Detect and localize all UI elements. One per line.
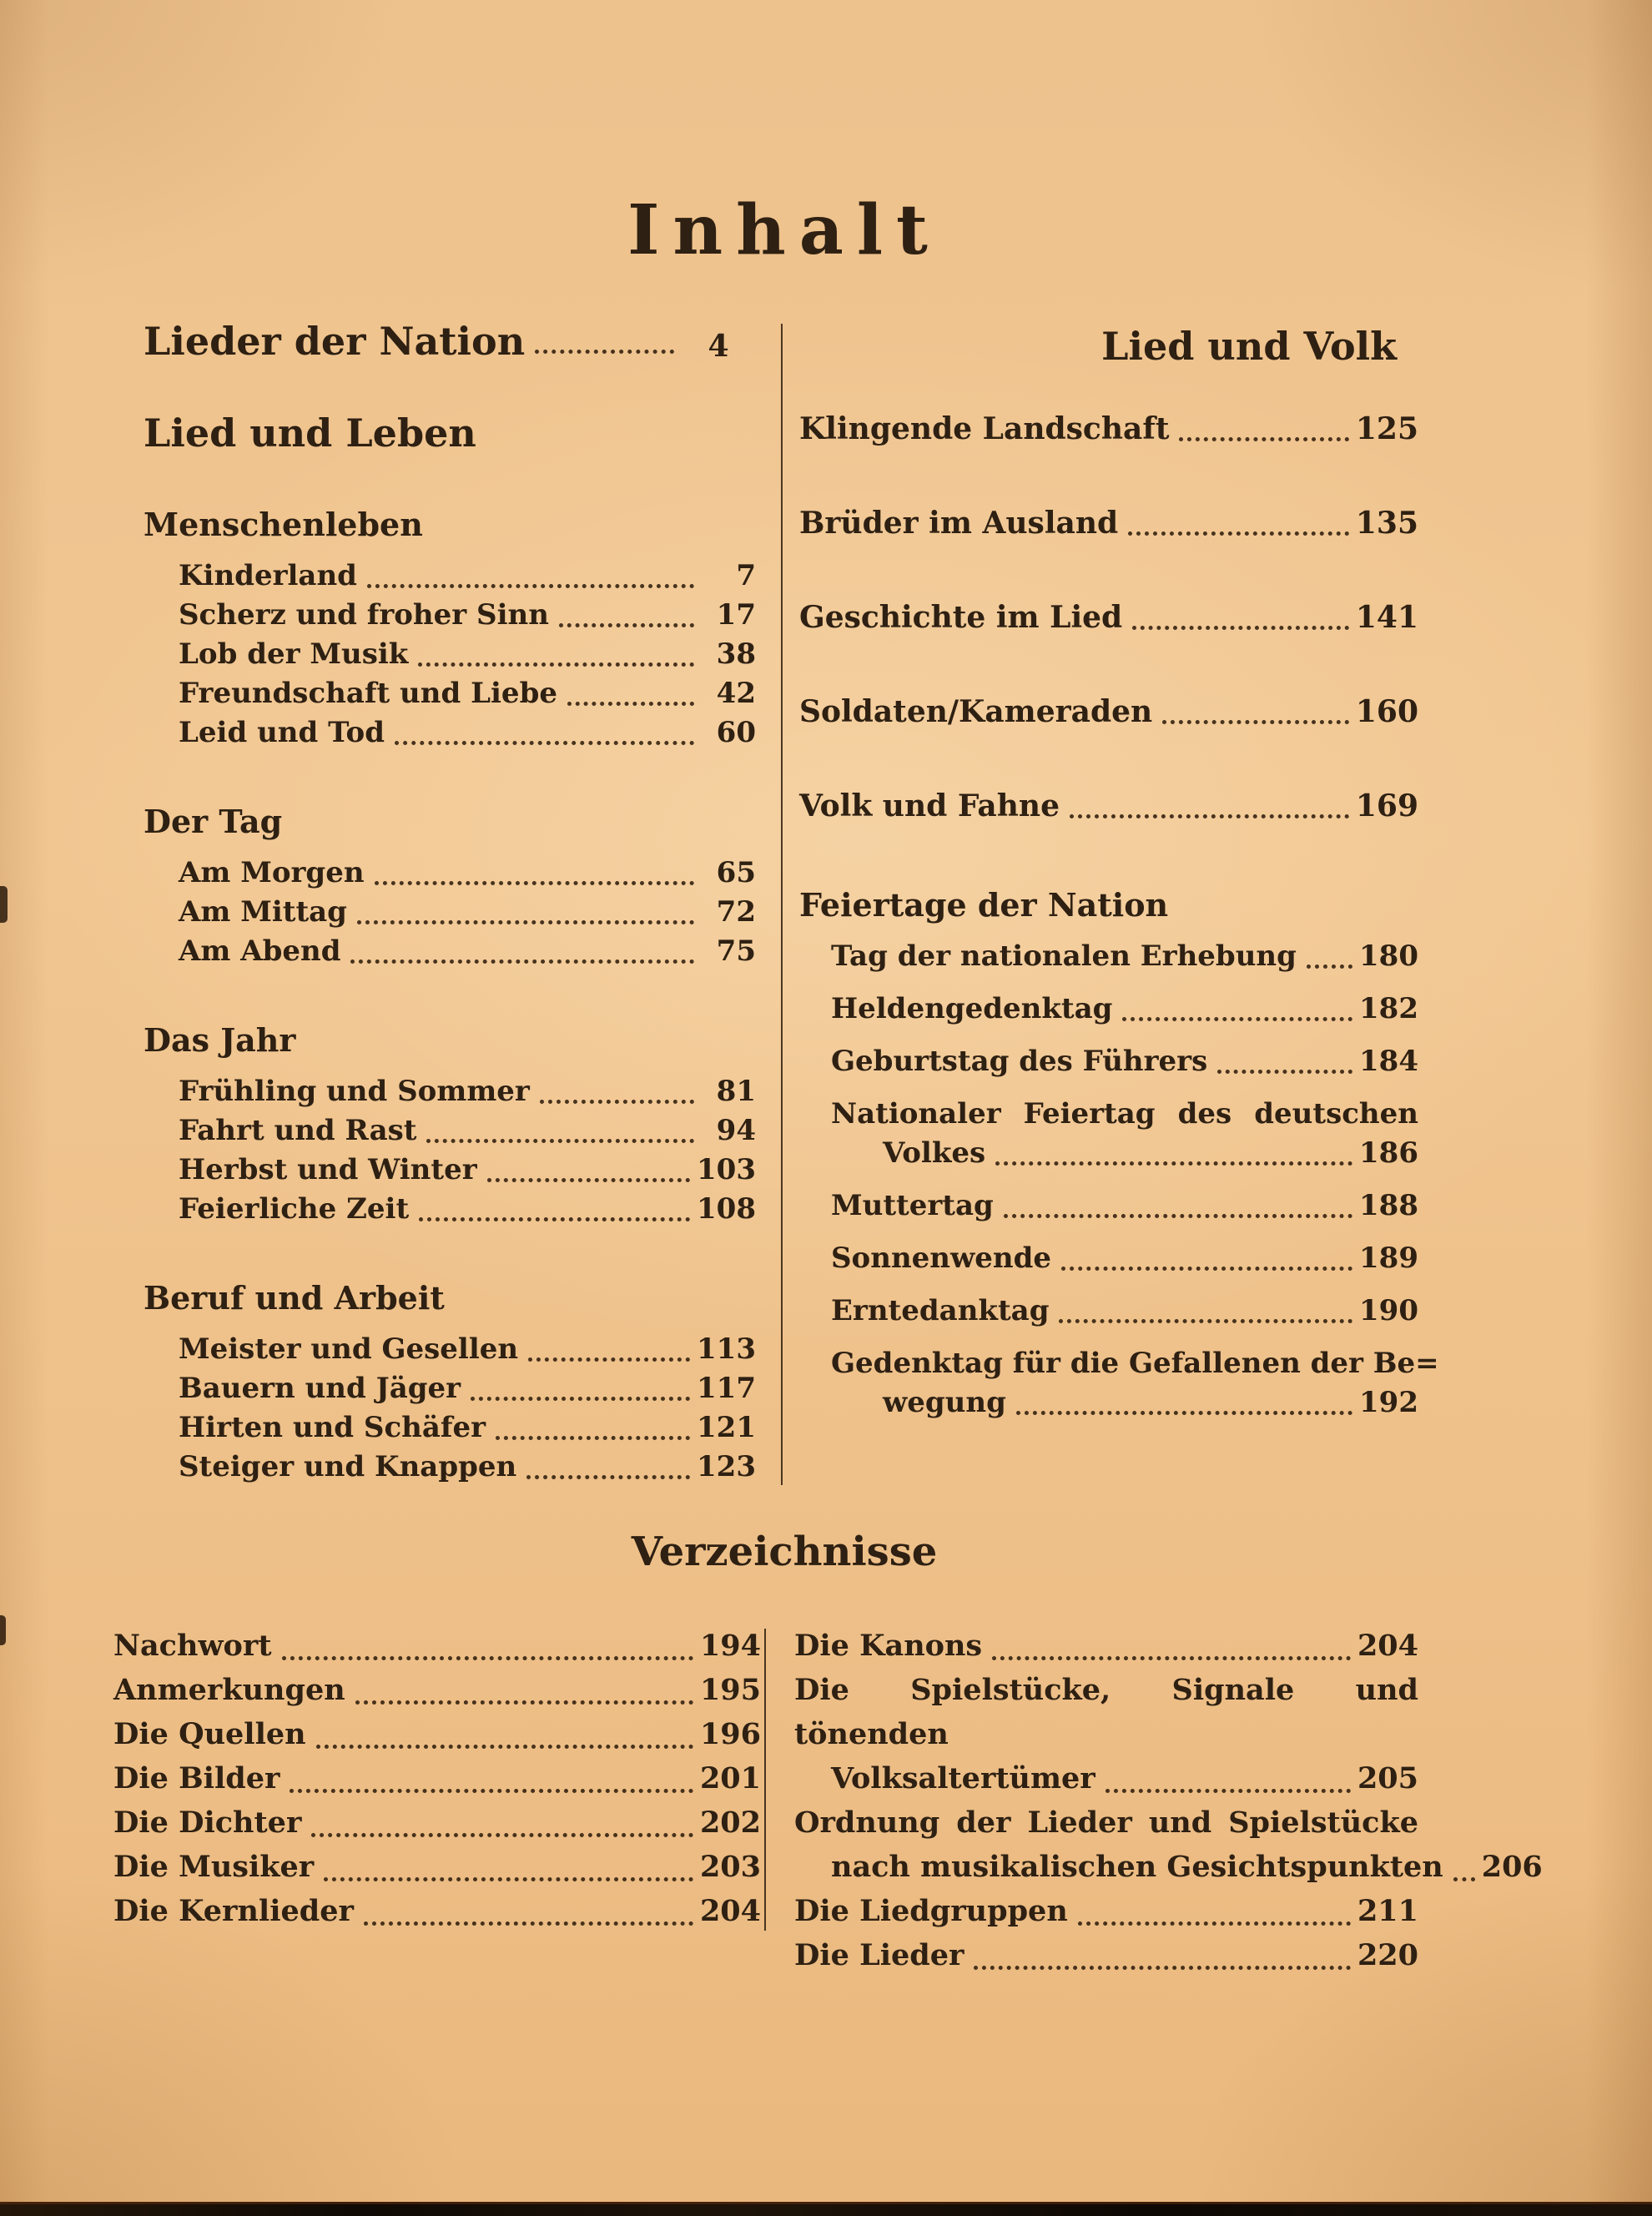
entry-label: Meister und Gesellen — [179, 1332, 519, 1366]
toc-entry — [799, 1042, 1418, 1081]
entry-page: 125 — [1355, 411, 1418, 446]
dotted-leader — [1078, 1921, 1351, 1926]
toc-entry — [794, 1624, 1418, 1668]
entry-page: 160 — [1355, 694, 1418, 729]
entry-page: 65 — [716, 856, 756, 889]
entry-label-line1: Nationaler Feiertag des deutschen — [831, 1097, 1418, 1131]
entry-label: Heldengedenktag — [831, 992, 1113, 1025]
dotted-leader — [375, 881, 694, 885]
entry-label: Kinderland — [179, 559, 357, 592]
entry-label: Geburtstag des Führers — [831, 1045, 1208, 1078]
toc-entry-twoline — [799, 1344, 1439, 1423]
dotted-leader — [528, 1357, 690, 1362]
toc-entry — [144, 932, 756, 971]
toc-entry — [113, 1668, 761, 1712]
entry-label: Am Abend — [179, 934, 341, 968]
entry-page: 204 — [1357, 1629, 1418, 1663]
section-heading-verzeichnisse: Verzeichnisse — [631, 1529, 938, 1575]
dotted-leader — [419, 1217, 690, 1221]
entry-label-line2: Volkes — [883, 1136, 986, 1170]
entry-label: Die Dichter — [113, 1806, 302, 1840]
toc-entry — [144, 1072, 756, 1111]
toc-entry — [144, 1111, 756, 1151]
toc-entry-twoline — [794, 1668, 1418, 1800]
entry-page: 135 — [1355, 506, 1418, 541]
entry-label-line1: Die Spielstücke, Signale und tönenden — [794, 1673, 1418, 1751]
dotted-leader — [1132, 626, 1349, 630]
entry-label: Die Bilder — [113, 1761, 280, 1795]
column-divider-bottom — [764, 1629, 766, 1931]
entry-label: Nachwort — [113, 1629, 272, 1663]
dotted-leader — [1453, 1877, 1475, 1881]
entry-page: 94 — [716, 1114, 756, 1147]
entry-label: Feierliche Zeit — [179, 1192, 410, 1226]
entry-page: 169 — [1355, 788, 1418, 823]
entry-label: Soldaten/Kameraden — [799, 694, 1153, 729]
dotted-leader — [1016, 1411, 1352, 1415]
toc-entry — [144, 1190, 756, 1229]
entry-page: 141 — [1355, 600, 1418, 635]
entry-page: 195 — [699, 1673, 761, 1707]
dotted-leader — [355, 1700, 693, 1705]
toc-entry — [113, 1624, 761, 1668]
dotted-leader — [1307, 964, 1352, 969]
dotted-leader — [350, 959, 694, 964]
entry-label: Die Lieder — [794, 1938, 965, 1972]
entry-page: 81 — [716, 1075, 756, 1108]
toc-entry — [113, 1756, 761, 1800]
toc-entry — [144, 893, 756, 932]
dotted-leader — [1061, 1267, 1352, 1271]
page-title: Inhalt — [627, 190, 941, 270]
entry-label: Scherz und froher Sinn — [179, 598, 549, 632]
toc-entry — [794, 1889, 1418, 1933]
entry-label: Lieder der Nation — [144, 319, 526, 364]
entry-page: 7 — [736, 559, 756, 592]
entry-page: 204 — [699, 1894, 761, 1928]
entry-page: 38 — [716, 637, 756, 671]
dotted-leader — [1070, 814, 1349, 818]
toc-entry — [799, 692, 1418, 732]
entry-page: 4 — [708, 329, 729, 364]
toc-entry-twoline — [799, 1095, 1418, 1173]
dotted-leader — [1179, 437, 1348, 441]
entry-label: Freundschaft und Liebe — [179, 677, 557, 710]
bottom-right-column — [794, 1624, 1543, 1977]
entry-page: 121 — [697, 1411, 756, 1444]
entry-page: 186 — [1359, 1136, 1418, 1170]
dotted-leader — [357, 920, 694, 924]
entry-label-line2: wegung — [883, 1386, 1006, 1419]
toc-entry — [144, 854, 756, 893]
toc-entry — [144, 596, 756, 635]
column-divider-main — [781, 324, 783, 1485]
toc-entry — [144, 557, 756, 596]
entry-label: Fahrt und Rast — [179, 1114, 417, 1147]
scan-artifact — [0, 1615, 6, 1645]
toc-entry — [144, 1408, 756, 1448]
entry-label: Herbst und Winter — [179, 1153, 477, 1186]
dotted-leader — [496, 1436, 690, 1440]
toc-entry — [113, 1712, 761, 1756]
entry-label: Die Musiker — [113, 1850, 315, 1884]
scan-edge-bar — [0, 2202, 1652, 2216]
section-heading: Lied und Volk — [1101, 324, 1397, 369]
entry-label: Die Quellen — [113, 1717, 306, 1751]
group-heading: Der Tag — [144, 803, 283, 840]
dotted-leader — [535, 350, 674, 354]
entry-label-line1: Ordnung der Lieder und Spielstücke — [794, 1806, 1418, 1840]
entry-label: Muttertag — [831, 1189, 994, 1222]
entry-label: Anmerkungen — [113, 1673, 345, 1707]
dotted-leader — [418, 662, 694, 667]
toc-entry — [799, 1292, 1418, 1331]
entry-page: 17 — [716, 598, 756, 632]
entry-label: Volk und Fahne — [799, 788, 1060, 823]
toc-entry — [799, 937, 1418, 976]
entry-page: 190 — [1359, 1294, 1418, 1327]
entry-label: Steiger und Knappen — [179, 1450, 517, 1483]
dotted-leader — [995, 1161, 1352, 1166]
toc-entry — [144, 1330, 756, 1369]
group-heading: Menschenleben — [144, 506, 423, 543]
toc-entry — [144, 1151, 756, 1190]
toc-entry — [144, 310, 756, 364]
entry-page: 184 — [1359, 1045, 1418, 1078]
entry-page: 196 — [699, 1717, 761, 1751]
entry-page: 117 — [697, 1372, 756, 1405]
entry-page: 192 — [1359, 1386, 1418, 1419]
entry-label: Die Liedgruppen — [794, 1894, 1068, 1928]
toc-entry — [144, 713, 756, 753]
entry-page: 189 — [1359, 1241, 1418, 1275]
entry-label: Erntedanktag — [831, 1294, 1050, 1327]
toc-entry — [144, 635, 756, 674]
dotted-leader — [1059, 1319, 1352, 1323]
entry-page: 206 — [1481, 1850, 1543, 1884]
entry-label: Sonnenwende — [831, 1241, 1052, 1275]
entry-page: 205 — [1357, 1761, 1418, 1795]
dotted-leader — [1004, 1214, 1352, 1218]
section-heading: Lied und Leben — [144, 410, 476, 456]
dotted-leader — [974, 1966, 1350, 1970]
entry-page: 201 — [699, 1761, 761, 1795]
toc-entry — [113, 1889, 761, 1933]
dotted-leader — [992, 1656, 1351, 1660]
entry-label: Am Mittag — [179, 895, 347, 929]
entry-label-line2: Volksaltertümer — [831, 1761, 1095, 1795]
dotted-leader — [316, 1745, 693, 1749]
dotted-leader — [395, 741, 694, 745]
toc-entry — [799, 597, 1418, 637]
entry-label: Bauern und Jäger — [179, 1372, 461, 1405]
toc-entry — [799, 990, 1418, 1029]
entry-label: Lob der Musik — [179, 637, 409, 671]
entry-page: 203 — [699, 1850, 761, 1884]
entry-page: 60 — [716, 716, 756, 749]
entry-page: 42 — [716, 677, 756, 710]
dotted-leader — [1106, 1789, 1351, 1793]
toc-entry — [799, 786, 1418, 826]
toc-entry — [144, 674, 756, 713]
dotted-leader — [426, 1139, 694, 1143]
toc-entry — [113, 1845, 761, 1889]
dotted-leader — [471, 1397, 690, 1401]
entry-label: Hirten und Schäfer — [179, 1411, 486, 1444]
entry-page: 220 — [1357, 1938, 1418, 1972]
entry-label: Geschichte im Lied — [799, 600, 1123, 635]
entry-label: Die Kernlieder — [113, 1894, 354, 1928]
entry-label: Tag der nationalen Erhebung — [831, 939, 1297, 973]
entry-page: 202 — [699, 1806, 761, 1840]
dotted-leader — [311, 1833, 693, 1837]
entry-page: 123 — [697, 1450, 756, 1483]
toc-entry — [799, 1239, 1418, 1278]
entry-page: 194 — [699, 1629, 761, 1663]
dotted-leader — [290, 1789, 693, 1793]
toc-entry — [144, 1448, 756, 1487]
dotted-leader — [364, 1921, 693, 1926]
toc-entry-twoline — [794, 1800, 1543, 1889]
dotted-leader — [559, 623, 694, 627]
group-heading: Feiertage der Nation — [799, 886, 1169, 924]
bottom-left-column — [113, 1624, 761, 1933]
dotted-leader — [367, 584, 694, 588]
toc-entry — [794, 1933, 1418, 1977]
entry-page: 211 — [1357, 1894, 1418, 1928]
entry-label-line1: Gedenktag für die Gefallenen der Be= — [831, 1347, 1439, 1380]
dotted-leader — [1128, 531, 1349, 536]
dotted-leader — [1122, 1017, 1352, 1021]
dotted-leader — [526, 1475, 690, 1479]
toc-entry — [144, 1369, 756, 1408]
entry-label-line2: nach musikalischen Gesichtspunkten — [831, 1850, 1443, 1884]
dotted-leader — [282, 1656, 693, 1660]
dotted-leader — [487, 1178, 690, 1182]
entry-page: 108 — [697, 1192, 756, 1226]
dotted-leader — [540, 1100, 694, 1104]
scan-artifact — [0, 886, 8, 923]
entry-label: Klingende Landschaft — [799, 411, 1170, 446]
dotted-leader — [1162, 720, 1349, 724]
toc-entry — [799, 503, 1418, 543]
entry-page: 72 — [716, 895, 756, 929]
entry-page: 103 — [697, 1153, 756, 1186]
entry-label: Die Kanons — [794, 1629, 983, 1663]
group-heading: Das Jahr — [144, 1021, 296, 1059]
toc-entry — [799, 409, 1418, 449]
toc-entry — [799, 1186, 1418, 1226]
entry-page: 180 — [1359, 939, 1418, 973]
entry-label: Frühling und Sommer — [179, 1075, 530, 1108]
left-column — [144, 310, 756, 1487]
dotted-leader — [567, 702, 694, 706]
group-heading: Beruf und Arbeit — [144, 1279, 445, 1317]
entry-label: Leid und Tod — [179, 716, 385, 749]
entry-page: 182 — [1359, 992, 1418, 1025]
entry-label: Am Morgen — [179, 856, 365, 889]
entry-label: Brüder im Ausland — [799, 506, 1119, 541]
right-column — [799, 310, 1439, 1423]
toc-entry — [113, 1800, 761, 1845]
entry-page: 75 — [716, 934, 756, 968]
entry-page: 113 — [697, 1332, 756, 1366]
dotted-leader — [324, 1877, 693, 1881]
entry-page: 188 — [1359, 1189, 1418, 1222]
dotted-leader — [1217, 1070, 1352, 1074]
